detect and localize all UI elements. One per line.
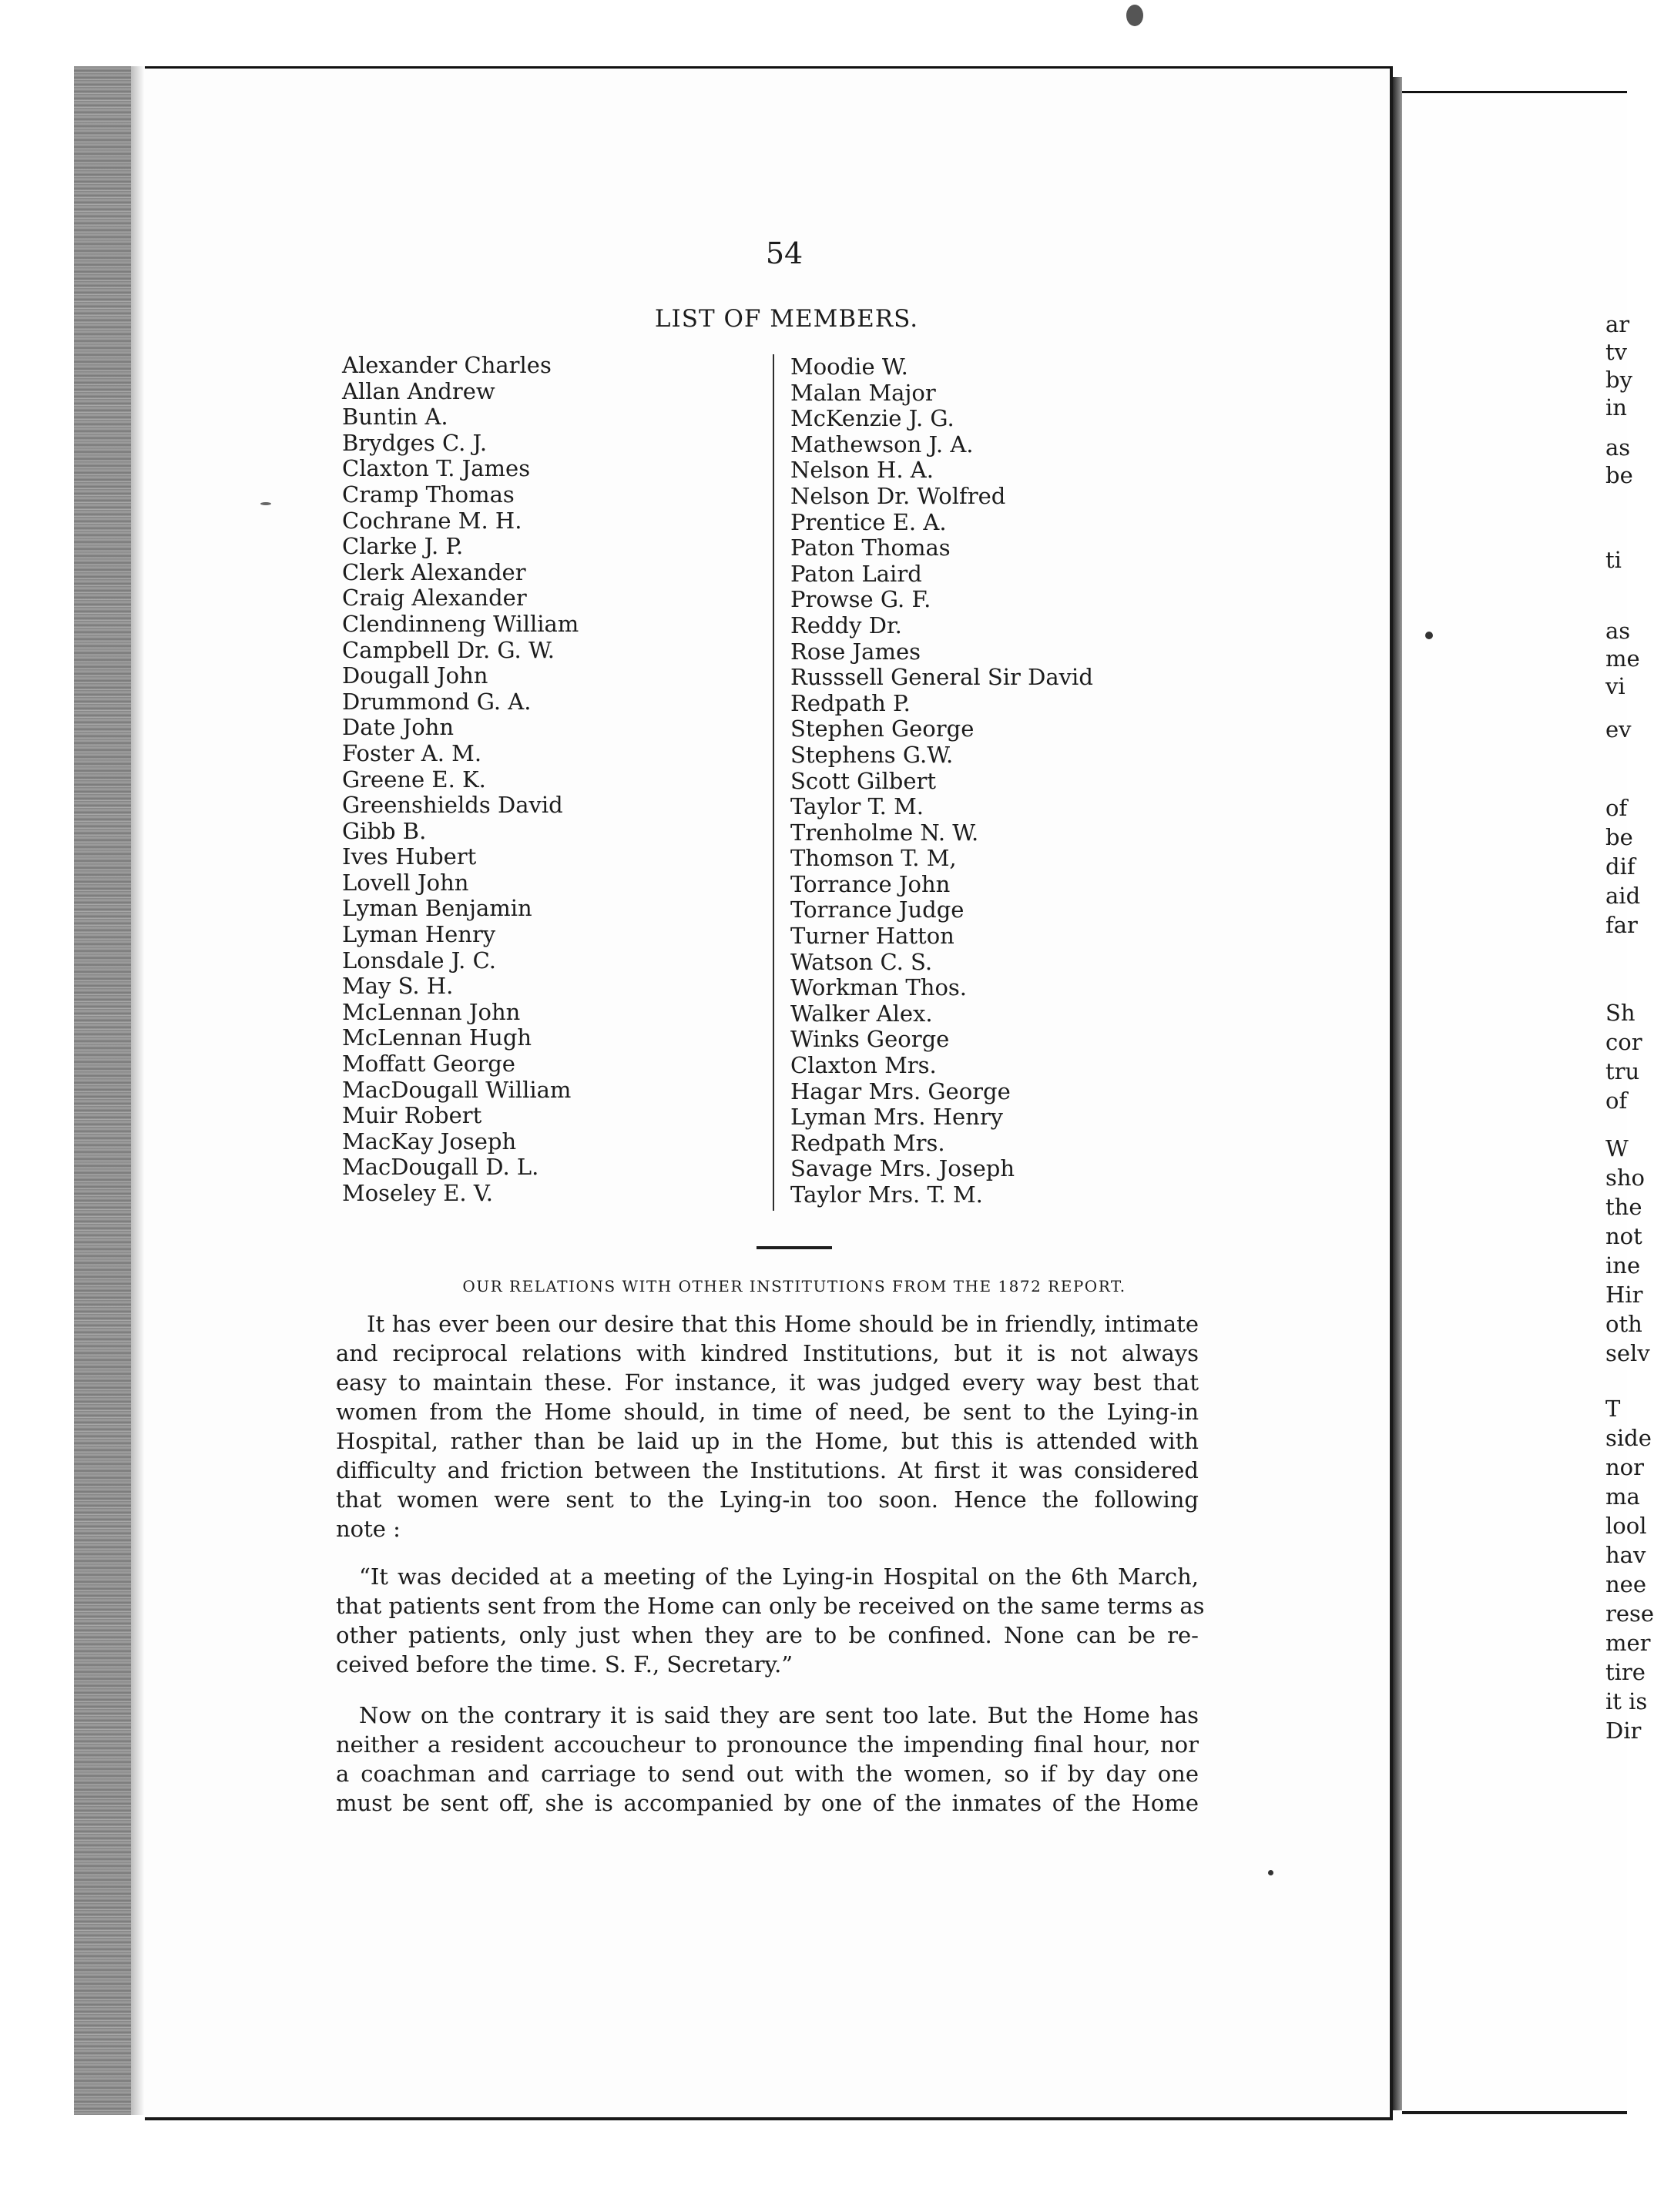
adjacent-page-fragment: Dir — [1605, 1718, 1642, 1744]
list-title: LIST OF MEMBERS. — [654, 305, 919, 333]
member-name: Winks George — [790, 1026, 950, 1053]
member-name: Turner Hatton — [790, 923, 954, 950]
member-name: Lonsdale J. C. — [342, 947, 496, 974]
member-name: Taylor T. M. — [790, 793, 924, 820]
member-name: Ives Hubert — [342, 843, 477, 870]
member-name: Gibb B. — [342, 817, 427, 844]
member-name: Reddy Dr. — [790, 612, 902, 638]
member-name: Date John — [342, 714, 455, 741]
member-name: Moodie W. — [790, 354, 908, 380]
member-name: Hagar Mrs. George — [790, 1078, 1011, 1104]
members-left-column — [342, 353, 773, 1207]
body-line: other patients, only just when they are to be confined. None can be re- — [336, 1622, 1199, 1648]
body-line: must be sent off, she is accompanied by one of the inmates of the Home — [336, 1790, 1199, 1816]
adjacent-page-fragment: T — [1605, 1396, 1621, 1422]
member-name: Greenshields David — [342, 792, 563, 819]
member-name: Prentice E. A. — [790, 508, 947, 535]
member-name: Mathewson J. A. — [790, 431, 974, 457]
adjacent-page-fragment: ma — [1605, 1483, 1640, 1510]
member-name: Buntin A. — [342, 404, 448, 431]
member-name: Redpath Mrs. — [790, 1129, 945, 1156]
member-name: McKenzie J. G. — [790, 405, 954, 432]
body-line: neither a resident accoucheur to pronounce the impending final hour, nor — [336, 1731, 1199, 1758]
body-line: that patients sent from the Home can only be received on the same terms as — [336, 1593, 1205, 1619]
adjacent-page-fragment: vi — [1605, 673, 1625, 699]
section-heading: OUR RELATIONS WITH OTHER INSTITUTIONS FROM THE 1872 REPORT. — [462, 1277, 1126, 1295]
right-page-edge — [1402, 91, 1627, 2114]
member-name: Prowse G. F. — [790, 586, 931, 613]
ink-speck — [1268, 1870, 1273, 1875]
adjacent-page-fragment: ev — [1605, 716, 1632, 742]
member-name: Torrance Judge — [790, 897, 965, 923]
member-name: McLennan Hugh — [342, 1024, 532, 1051]
member-name: Stephen George — [790, 716, 975, 742]
member-name: Nelson Dr. Wolfred — [790, 482, 1006, 509]
adjacent-page-fragment: dif — [1605, 853, 1636, 880]
adjacent-page-fragment: of — [1605, 795, 1628, 821]
body-line: easy to maintain these. For instance, it was judged every way best that — [336, 1369, 1199, 1396]
body-line: and reciprocal relations with kindred Institutions, but it is not always — [336, 1340, 1199, 1366]
member-name: Moseley E. V. — [342, 1180, 493, 1206]
adjacent-page-fragment: in — [1605, 394, 1627, 421]
adjacent-page-fragment: aid — [1605, 883, 1641, 909]
member-name: Clendinneng William — [342, 610, 579, 637]
member-name: MacDougall William — [342, 1076, 572, 1103]
adjacent-page-fragment: W — [1605, 1135, 1629, 1161]
adjacent-page-fragment: tru — [1605, 1058, 1640, 1084]
ink-speck — [260, 502, 271, 505]
member-name: Watson C. S. — [790, 948, 933, 975]
ink-speck — [1425, 632, 1433, 639]
adjacent-page-fragment: me — [1605, 645, 1640, 672]
member-name: Lovell John — [342, 869, 469, 896]
member-name: Cramp Thomas — [342, 481, 515, 508]
member-name: Lyman Henry — [342, 921, 496, 948]
adjacent-page-fragment: as — [1605, 618, 1631, 644]
adjacent-page-fragment: be — [1605, 462, 1633, 488]
adjacent-page-fragment: Sh — [1605, 1000, 1636, 1026]
member-name: Malan Major — [790, 379, 936, 406]
adjacent-page-fragment: nee — [1605, 1571, 1647, 1597]
member-name: Moffatt George — [342, 1051, 515, 1078]
adjacent-page-fragment: ine — [1605, 1252, 1641, 1279]
adjacent-page-fragment: hav — [1605, 1542, 1646, 1568]
binding-shadow — [131, 66, 145, 2115]
member-name: Nelson H. A. — [790, 457, 934, 484]
member-name: MacDougall D. L. — [342, 1154, 539, 1181]
member-name: Savage Mrs. Joseph — [790, 1155, 1015, 1182]
adjacent-page-fragment: the — [1605, 1194, 1642, 1220]
member-name: Claxton T. James — [342, 455, 531, 482]
adjacent-page-fragment: tire — [1605, 1659, 1646, 1685]
adjacent-page-fragment: nor — [1605, 1454, 1644, 1480]
adjacent-page-fragment: ar — [1605, 311, 1630, 337]
adjacent-page-fragment: of — [1605, 1088, 1628, 1114]
member-name: Foster A. M. — [342, 739, 482, 766]
body-line: that women were sent to the Lying-in too soon. Hence the following — [336, 1486, 1199, 1513]
member-name: Stephens G.W. — [790, 741, 954, 768]
member-name: MacKay Joseph — [342, 1128, 517, 1155]
adjacent-page-fragment: tv — [1605, 339, 1628, 365]
page-number: 54 — [765, 236, 804, 270]
body-line: Now on the contrary it is said they are sent too late. But the Home has — [359, 1702, 1199, 1728]
members-right-column — [790, 354, 1206, 1208]
member-name: Torrance John — [790, 870, 951, 897]
member-name: Paton Thomas — [790, 535, 951, 561]
member-name: Paton Laird — [790, 560, 922, 587]
member-name: Craig Alexander — [342, 585, 527, 612]
member-name: Redpath P. — [790, 689, 911, 716]
adjacent-page-fragment: cor — [1605, 1029, 1642, 1055]
member-name: Taylor Mrs. T. M. — [790, 1181, 983, 1208]
adjacent-page-fragment: side — [1605, 1425, 1652, 1451]
section-rule — [757, 1246, 832, 1249]
body-line: note : — [336, 1516, 401, 1542]
adjacent-page-fragment: sho — [1605, 1165, 1646, 1191]
adjacent-page-fragment: ti — [1605, 547, 1622, 573]
adjacent-page-fragment: mer — [1605, 1630, 1651, 1656]
adjacent-page-fragment: selv — [1605, 1340, 1650, 1366]
member-name: Campbell Dr. G. W. — [342, 636, 555, 663]
member-name: Muir Robert — [342, 1102, 482, 1129]
member-name: Lyman Mrs. Henry — [790, 1104, 1004, 1131]
book-binding-edge — [74, 66, 131, 2115]
adjacent-page-fragment: lool — [1605, 1513, 1647, 1539]
adjacent-page-fragment: far — [1605, 912, 1638, 938]
member-name: Russsell General Sir David — [790, 664, 1093, 691]
body-line: Hospital, rather than be laid up in the Home, but this is attended with — [336, 1428, 1199, 1454]
member-name: Greene E. K. — [342, 766, 486, 793]
member-name: McLennan John — [342, 998, 521, 1025]
member-name: Drummond G. A. — [342, 688, 532, 715]
member-name: Cochrane M. H. — [342, 507, 522, 534]
page-gutter — [1393, 77, 1402, 2110]
member-name: Clerk Alexander — [342, 558, 526, 585]
body-line: ceived before the time. S. F., Secretary.” — [336, 1651, 793, 1677]
adjacent-page-fragment: it is — [1605, 1688, 1648, 1714]
member-name: May S. H. — [342, 973, 454, 1000]
member-name: Trenholme N. W. — [790, 819, 979, 846]
member-name: Workman Thos. — [790, 974, 967, 1001]
member-name: Clarke J. P. — [342, 533, 464, 560]
member-name: Claxton Mrs. — [790, 1052, 937, 1079]
body-line: It has ever been our desire that this Home should be in friendly, intimate — [367, 1311, 1199, 1337]
adjacent-page-fragment: be — [1605, 824, 1633, 850]
adjacent-page-fragment: oth — [1605, 1311, 1642, 1337]
ink-speck — [1126, 5, 1143, 26]
adjacent-page-fragment: as — [1605, 434, 1631, 461]
body-line: difficulty and friction between the Institutions. At first it was considered — [336, 1457, 1199, 1483]
adjacent-page-fragment: not — [1605, 1223, 1642, 1249]
body-line: women from the Home should, in time of need, be sent to the Lying-in — [336, 1399, 1199, 1425]
member-name: Allan Andrew — [342, 377, 495, 404]
member-name: Lyman Benjamin — [342, 895, 532, 922]
member-name: Thomson T. M, — [790, 845, 957, 872]
member-name: Brydges C. J. — [342, 429, 488, 456]
adjacent-page-fragment: rese — [1605, 1600, 1654, 1627]
adjacent-page-fragment: Hir — [1605, 1282, 1643, 1308]
column-divider — [773, 354, 774, 1211]
member-name: Alexander Charles — [342, 352, 552, 378]
body-line: a coachman and carriage to send out with the women, so if by day one — [336, 1761, 1199, 1787]
body-line: “It was decided at a meeting of the Lying-in Hospital on the 6th March, — [359, 1563, 1199, 1590]
member-name: Walker Alex. — [790, 1000, 933, 1027]
adjacent-page-fragment: by — [1605, 367, 1632, 393]
member-name: Dougall John — [342, 662, 488, 689]
member-name: Rose James — [790, 638, 921, 665]
member-name: Scott Gilbert — [790, 767, 937, 794]
